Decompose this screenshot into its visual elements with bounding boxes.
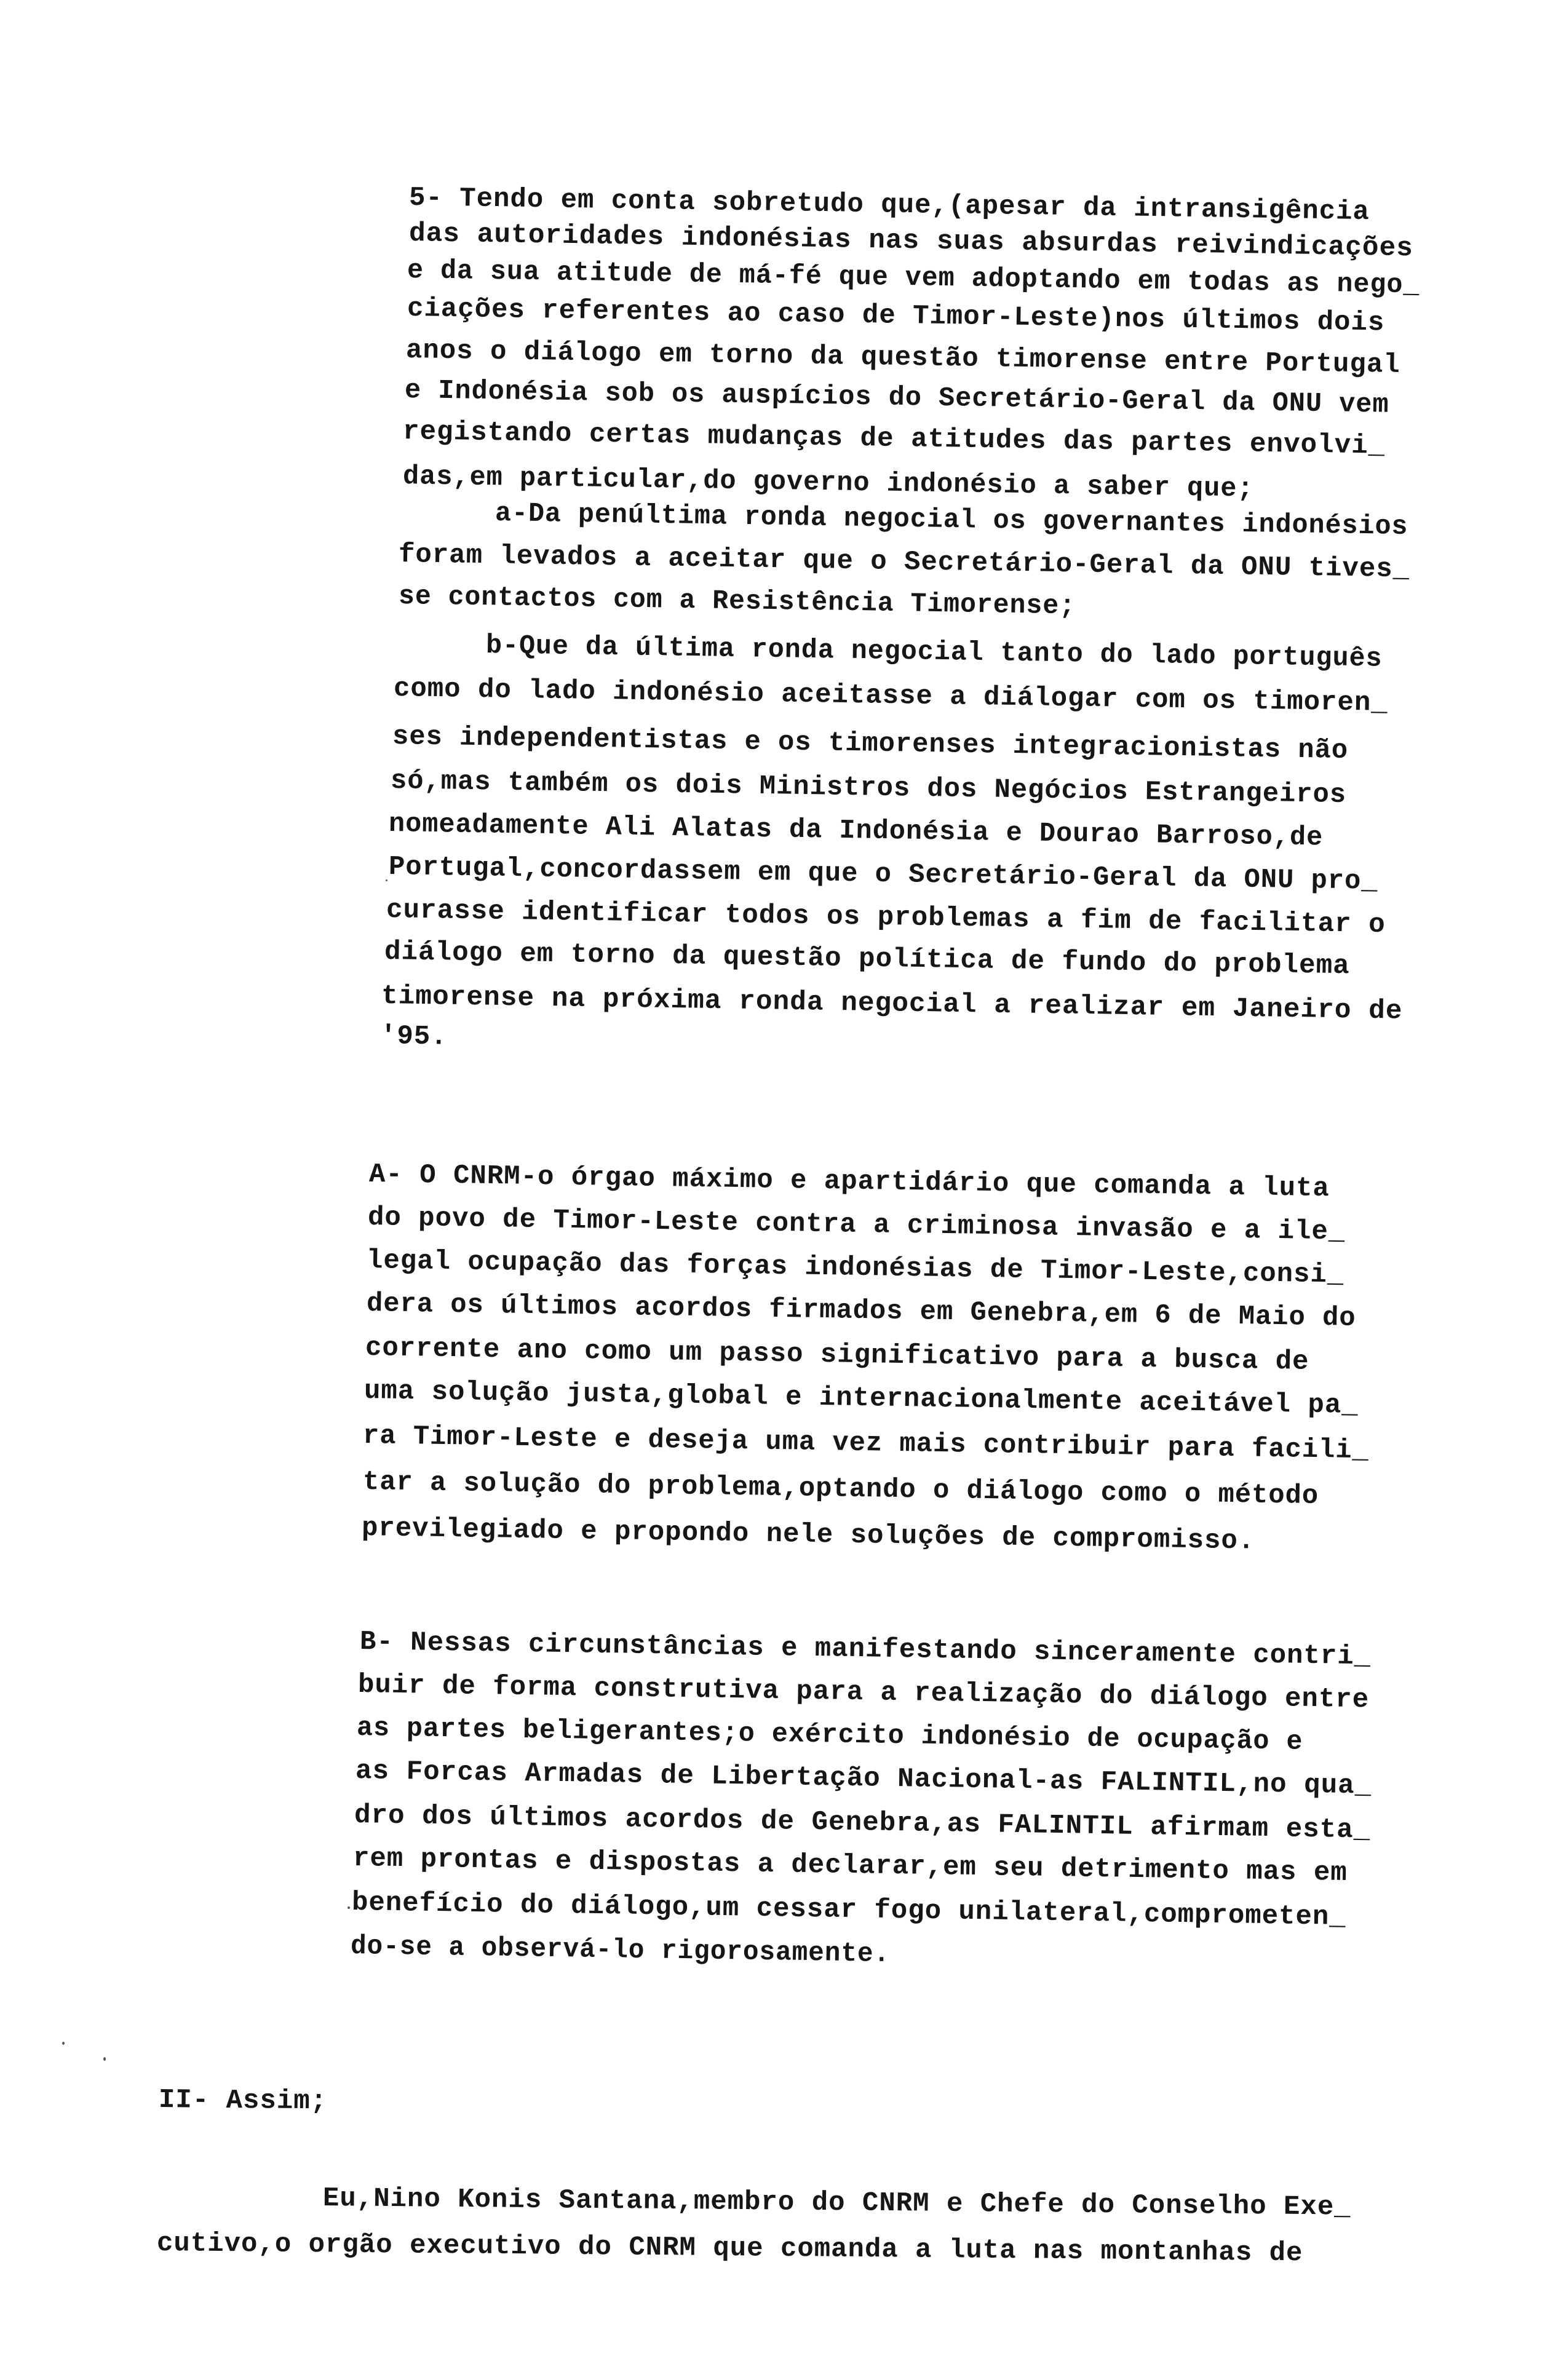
text-line: B- Nessas circunstâncias e manifestando sinceramente contri_ <box>359 1627 1372 1673</box>
text-line: dera os últimos acordos firmados em Genebra,em 6 de Maio do <box>366 1288 1356 1334</box>
text-line: corrente ano como um passo significativo para a busca de <box>365 1333 1309 1378</box>
text-line: e da sua atitude de má-fé que vem adoptando em todas as nego_ <box>407 255 1420 301</box>
text-line: buir de forma construtiva para a realização do diálogo entre <box>357 1670 1370 1716</box>
text-line: ciações referentes ao caso de Timor-Leste)nos últimos dois <box>407 293 1385 339</box>
text-line: Eu,Nino Konis Santana,membro do CNRM e Chefe do Conselho Exe_ <box>322 2183 1351 2223</box>
text-line: anos o diálogo em torno da questão timorense entre Portugal <box>405 335 1401 381</box>
text-line: diálogo em torno da questão política de fundo do problema <box>384 937 1351 982</box>
text-line: a-Da penúltima ronda negocial os governantes indonésios <box>494 498 1408 543</box>
text-line: das,em particular,do governo indonésio a saber que; <box>402 461 1254 505</box>
text-line: b-Que da última ronda negocial tanto do lado português <box>485 630 1383 675</box>
text-line: ses independentistas e os timorenses integracionistas não <box>392 721 1349 767</box>
scan-speck <box>348 1906 350 1909</box>
text-line: legal ocupação das forças indonésias de Timor-Leste,consi_ <box>366 1245 1344 1291</box>
text-line: foram levados a aceitar que o Secretário-Geral da ONU tives_ <box>398 539 1410 585</box>
text-line: uma solução justa,global e internacionalmente aceitável pa_ <box>363 1376 1359 1421</box>
text-line: timorense na próxima ronda negocial a realizar em Janeiro de <box>381 981 1403 1027</box>
scan-speck <box>62 2042 65 2045</box>
text-line: se contactos com a Resistência Timorense; <box>398 581 1076 622</box>
text-line: A- O CNRM-o órgao máximo e apartidário que comanda a luta <box>368 1159 1330 1205</box>
text-line: Portugal,concordassem em que o Secretário-Geral da ONU pro_ <box>388 852 1378 897</box>
text-line: só,mas também os dois Ministros dos Negócios Estrangeiros <box>390 766 1347 811</box>
text-line: registando certas mudanças de atitudes das partes envolvi_ <box>402 416 1386 462</box>
text-line: as Forcas Armadas de Libertação Nacional-as FALINTIL,no qua_ <box>355 1756 1372 1802</box>
text-line: do povo de Timor-Leste contra a criminosa invasão e a ile_ <box>367 1202 1346 1248</box>
text-line: benefício do diálogo,um cessar fogo unilateral,comprometen_ <box>351 1887 1347 1933</box>
text-line: e Indonésia sob os auspícios do Secretário-Geral da ONU vem <box>404 375 1389 421</box>
text-line: das autoridades indonésias nas suas absurdas reivindicações <box>408 218 1414 264</box>
text-line: nomeadamente Ali Alatas da Indonésia e Dourao Barroso,de <box>388 809 1324 854</box>
section-ii-heading: II- Assim; <box>158 2085 328 2117</box>
text-line: curasse identificar todos os problemas a fim de facilitar o <box>386 895 1386 941</box>
text-line: dro dos últimos acordos de Genebra,as FALINTIL afirmam esta_ <box>354 1800 1371 1846</box>
text-line: do-se a observá-lo rigorosamente. <box>350 1931 891 1970</box>
text-line: tar a solução do problema,optando o diálogo como o método <box>362 1467 1319 1512</box>
text-line: rem prontas e dispostas a declarar,em seu detrimento mas em <box>352 1843 1348 1889</box>
text-line: 5- Tendo em conta sobretudo que,(apesar da intransigência <box>408 183 1370 228</box>
text-line: como do lado indonésio aceitasse a diálogar com os timoren_ <box>393 673 1389 719</box>
text-line: cutivo,o orgão executivo do CNRM que comanda a luta nas montanhas de <box>156 2228 1303 2269</box>
text-line: as partes beligerantes;o exército indonésio de ocupação e <box>356 1713 1303 1758</box>
text-line: '95. <box>379 1021 448 1053</box>
text-line: ra Timor-Leste e deseja uma vez mais contribuir para facili_ <box>362 1421 1370 1467</box>
scan-speck <box>386 879 387 881</box>
scan-speck <box>103 2057 106 2061</box>
text-line: previlegiado e propondo nele soluções de compromisso. <box>361 1513 1255 1557</box>
